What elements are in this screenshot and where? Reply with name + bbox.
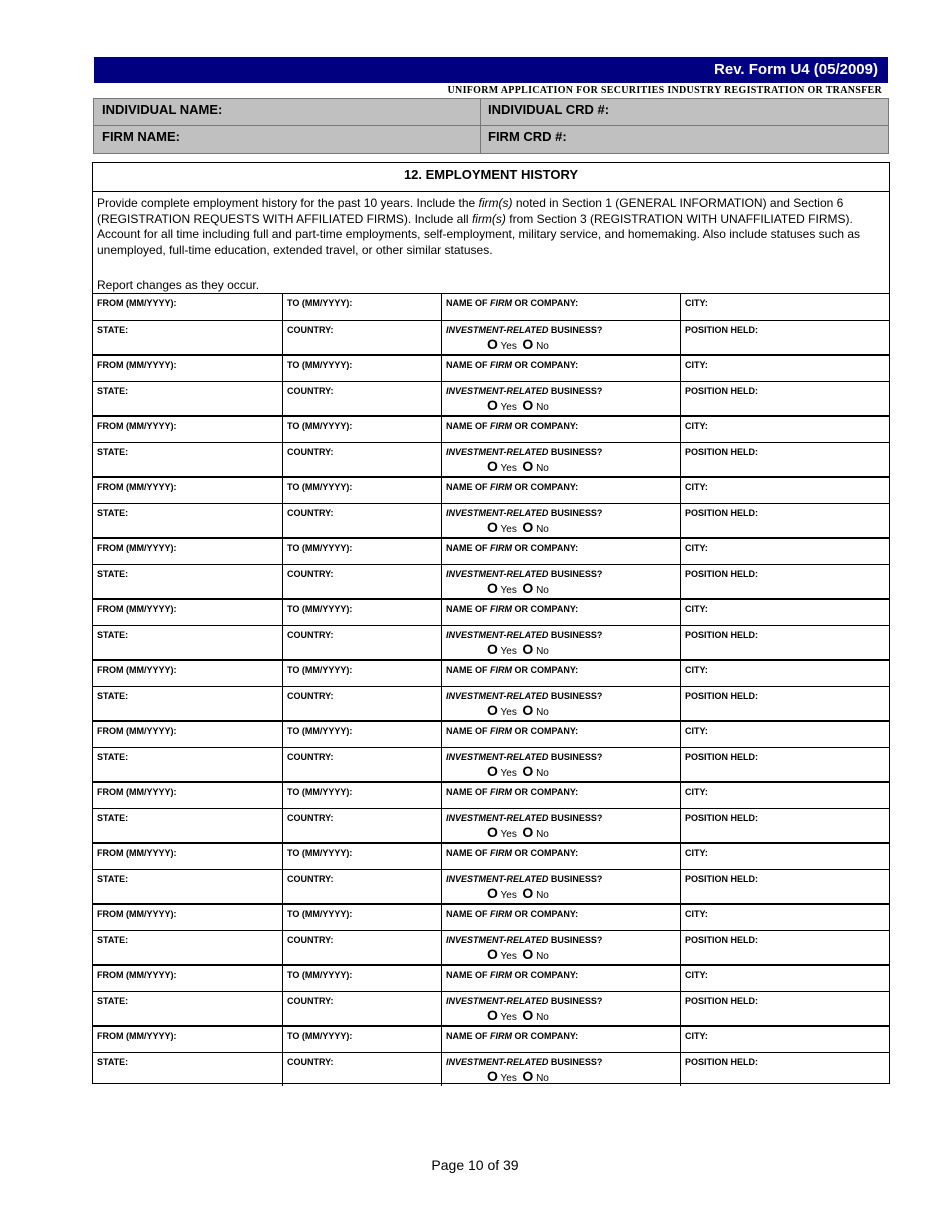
city-field[interactable]: CITY: — [685, 482, 708, 492]
country-field[interactable]: COUNTRY: — [283, 321, 442, 354]
employment-entry-row-dates — [93, 964, 889, 991]
employment-entry-row-dates — [93, 1025, 889, 1052]
radio-no[interactable]: O — [522, 763, 534, 779]
form-revision-bar — [94, 57, 888, 83]
investment-related-question: INVESTMENT-RELATED BUSINESS? O Yes O No — [442, 321, 681, 354]
city-field[interactable]: CITY: — [685, 787, 708, 797]
state-field[interactable]: STATE: — [93, 687, 283, 720]
to-date-field[interactable]: TO (MM/YYYY): — [283, 478, 442, 503]
radio-no[interactable]: O — [522, 641, 534, 657]
radio-yes[interactable]: O — [487, 946, 498, 962]
investment-related-question: INVESTMENT-RELATED BUSINESS? O Yes O No — [442, 626, 681, 659]
to-date-field[interactable]: TO (MM/YYYY): — [283, 539, 442, 564]
to-date-field[interactable]: TO (MM/YYYY): — [283, 417, 442, 442]
position-held-field[interactable]: POSITION HELD: — [685, 630, 759, 640]
individual-crd-field[interactable]: INDIVIDUAL CRD #: — [488, 102, 610, 117]
country-field[interactable]: COUNTRY: — [283, 748, 442, 781]
instructions: Provide complete employment history for the past 10 years. Include the firm(s) noted in Section 1 (GENERAL INFORMATION) and Section 6 (REGISTRATION REQUESTS WITH AFFILIATED FIRMS). Include all firm(s) from Section 3 (REGISTRATION WITH UNAFFILIATED FIRMS). Account for all time including full and part-time employments, self-employment, military service, and homemaking. Also include statuses such as unemployed, full-time education, extended travel, or other similar statuses. — [97, 196, 861, 257]
radio-no[interactable]: O — [522, 702, 534, 718]
city-field[interactable]: CITY: — [685, 421, 708, 431]
radio-no[interactable]: O — [522, 885, 534, 901]
investment-related-question: INVESTMENT-RELATED BUSINESS? O Yes O No — [442, 931, 681, 964]
position-held-field[interactable]: POSITION HELD: — [685, 508, 759, 518]
state-field[interactable]: STATE: — [93, 809, 283, 842]
employment-entry-row-details — [93, 747, 889, 781]
firm-company-name-field[interactable]: NAME OF FIRM OR COMPANY: — [442, 905, 681, 930]
radio-yes[interactable]: O — [487, 1007, 498, 1023]
state-field[interactable]: STATE: — [93, 626, 283, 659]
to-date-field[interactable]: TO (MM/YYYY): — [283, 844, 442, 869]
radio-no[interactable]: O — [522, 946, 534, 962]
firm-company-name-field[interactable]: NAME OF FIRM OR COMPANY: — [442, 966, 681, 991]
city-field[interactable]: CITY: — [685, 848, 708, 858]
radio-no[interactable]: O — [522, 824, 534, 840]
employment-entry-row-details — [93, 991, 889, 1025]
from-date-field[interactable]: FROM (MM/YYYY): — [93, 417, 283, 442]
firm-company-name-field[interactable]: NAME OF FIRM OR COMPANY: — [442, 356, 681, 381]
employment-history-section — [92, 162, 890, 1084]
to-date-field[interactable]: TO (MM/YYYY): — [283, 294, 442, 320]
city-field[interactable]: CITY: — [685, 970, 708, 980]
employment-entry-row-dates — [93, 415, 889, 442]
radio-no[interactable]: O — [522, 519, 534, 535]
radio-no[interactable]: O — [522, 458, 534, 474]
state-field[interactable]: STATE: — [93, 931, 283, 964]
radio-no[interactable]: O — [522, 336, 534, 352]
city-field[interactable]: CITY: — [685, 665, 708, 675]
state-field[interactable]: STATE: — [93, 870, 283, 903]
from-date-field[interactable]: FROM (MM/YYYY): — [93, 294, 283, 320]
country-field[interactable]: COUNTRY: — [283, 565, 442, 598]
city-field[interactable]: CITY: — [685, 909, 708, 919]
state-field[interactable]: STATE: — [93, 443, 283, 476]
position-held-field[interactable]: POSITION HELD: — [685, 569, 759, 579]
employment-entry-row-dates — [93, 842, 889, 869]
country-field[interactable]: COUNTRY: — [283, 870, 442, 903]
to-date-field[interactable]: TO (MM/YYYY): — [283, 356, 442, 381]
position-held-field[interactable]: POSITION HELD: — [685, 386, 759, 396]
to-date-field[interactable]: TO (MM/YYYY): — [283, 966, 442, 991]
city-field[interactable]: CITY: — [685, 604, 708, 614]
radio-no[interactable]: O — [522, 1007, 534, 1023]
state-field[interactable]: STATE: — [93, 748, 283, 781]
employment-entry-row-details — [93, 320, 889, 354]
city-field[interactable]: CITY: — [685, 298, 708, 308]
from-date-field[interactable]: FROM (MM/YYYY): — [93, 600, 283, 625]
radio-no[interactable]: O — [522, 580, 534, 596]
employment-entry-row-details — [93, 625, 889, 659]
employment-entry-row-dates — [93, 781, 889, 808]
employment-entry-row-details — [93, 1052, 889, 1086]
firm-company-name-field[interactable]: NAME OF FIRM OR COMPANY: — [442, 539, 681, 564]
country-field[interactable]: COUNTRY: — [283, 687, 442, 720]
from-date-field[interactable]: FROM (MM/YYYY): — [93, 661, 283, 686]
section-title: 12. EMPLOYMENT HISTORY — [93, 163, 889, 192]
position-held-field[interactable]: POSITION HELD: — [685, 935, 759, 945]
investment-related-question: INVESTMENT-RELATED BUSINESS? O Yes O No — [442, 870, 681, 903]
to-date-field[interactable]: TO (MM/YYYY): — [283, 661, 442, 686]
radio-no[interactable]: O — [522, 397, 534, 413]
investment-related-question: INVESTMENT-RELATED BUSINESS? O Yes O No — [442, 1053, 681, 1086]
radio-yes[interactable]: O — [487, 1068, 498, 1084]
position-held-field[interactable]: POSITION HELD: — [685, 325, 759, 335]
country-field[interactable]: COUNTRY: — [283, 809, 442, 842]
to-date-field[interactable]: TO (MM/YYYY): — [283, 905, 442, 930]
employment-entry-row-dates — [93, 537, 889, 564]
firm-name-field[interactable]: FIRM NAME: — [102, 129, 180, 144]
city-field[interactable]: CITY: — [685, 360, 708, 370]
firm-company-name-field[interactable]: NAME OF FIRM OR COMPANY: — [442, 478, 681, 503]
city-field[interactable]: CITY: — [685, 543, 708, 553]
report-changes-note: Report changes as they occur. — [97, 278, 260, 292]
from-date-field[interactable]: FROM (MM/YYYY): — [93, 539, 283, 564]
from-date-field[interactable]: FROM (MM/YYYY): — [93, 783, 283, 808]
page-number: Page 10 of 39 — [431, 1157, 519, 1173]
country-field[interactable]: COUNTRY: — [283, 443, 442, 476]
city-field[interactable]: CITY: — [685, 726, 708, 736]
employment-entry-row-details — [93, 869, 889, 903]
from-date-field[interactable]: FROM (MM/YYYY): — [93, 905, 283, 930]
radio-yes[interactable]: O — [487, 824, 498, 840]
applicant-header-grid — [93, 98, 889, 154]
radio-yes[interactable]: O — [487, 763, 498, 779]
country-field[interactable]: COUNTRY: — [283, 1053, 442, 1086]
state-field[interactable]: STATE: — [93, 382, 283, 415]
position-held-field[interactable]: POSITION HELD: — [685, 752, 759, 762]
country-field[interactable]: COUNTRY: — [283, 382, 442, 415]
employment-entry-row-dates — [93, 598, 889, 625]
state-field[interactable]: STATE: — [93, 1053, 283, 1086]
employment-entry-row-dates — [93, 354, 889, 381]
employment-entry-row-details — [93, 381, 889, 415]
employment-entry-row-details — [93, 442, 889, 476]
firm-company-name-field[interactable]: NAME OF FIRM OR COMPANY: — [442, 722, 681, 747]
investment-related-question: INVESTMENT-RELATED BUSINESS? O Yes O No — [442, 443, 681, 476]
to-date-field[interactable]: TO (MM/YYYY): — [283, 1027, 442, 1052]
radio-yes[interactable]: O — [487, 641, 498, 657]
radio-yes[interactable]: O — [487, 702, 498, 718]
employment-entry-row-details — [93, 503, 889, 537]
employment-entry-row-details — [93, 686, 889, 720]
employment-entry-row-details — [93, 808, 889, 842]
country-field[interactable]: COUNTRY: — [283, 504, 442, 537]
employment-entry-row-dates — [93, 720, 889, 747]
radio-yes[interactable]: O — [487, 458, 498, 474]
position-held-field[interactable]: POSITION HELD: — [685, 691, 759, 701]
firm-company-name-field[interactable]: NAME OF FIRM OR COMPANY: — [442, 294, 681, 320]
from-date-field[interactable]: FROM (MM/YYYY): — [93, 1027, 283, 1052]
from-date-field[interactable]: FROM (MM/YYYY): — [93, 478, 283, 503]
investment-related-question: INVESTMENT-RELATED BUSINESS? O Yes O No — [442, 687, 681, 720]
investment-related-question: INVESTMENT-RELATED BUSINESS? O Yes O No — [442, 809, 681, 842]
position-held-field[interactable]: POSITION HELD: — [685, 1057, 759, 1067]
individual-name-field[interactable]: INDIVIDUAL NAME: — [102, 102, 223, 117]
country-field[interactable]: COUNTRY: — [283, 992, 442, 1025]
state-field[interactable]: STATE: — [93, 565, 283, 598]
investment-related-question: INVESTMENT-RELATED BUSINESS? O Yes O No — [442, 992, 681, 1025]
form-title: UNIFORM APPLICATION FOR SECURITIES INDUSTRY REGISTRATION OR TRANSFER — [447, 85, 882, 96]
firm-crd-field[interactable]: FIRM CRD #: — [488, 129, 567, 144]
country-field[interactable]: COUNTRY: — [283, 626, 442, 659]
radio-yes[interactable]: O — [487, 885, 498, 901]
radio-no[interactable]: O — [522, 1068, 534, 1084]
to-date-field[interactable]: TO (MM/YYYY): — [283, 600, 442, 625]
radio-yes[interactable]: O — [487, 519, 498, 535]
position-held-field[interactable]: POSITION HELD: — [685, 996, 759, 1006]
employment-entry-row-details — [93, 930, 889, 964]
state-field[interactable]: STATE: — [93, 504, 283, 537]
investment-related-question: INVESTMENT-RELATED BUSINESS? O Yes O No — [442, 565, 681, 598]
firm-company-name-field[interactable]: NAME OF FIRM OR COMPANY: — [442, 844, 681, 869]
position-held-field[interactable]: POSITION HELD: — [685, 447, 759, 457]
position-held-field[interactable]: POSITION HELD: — [685, 874, 759, 884]
firm-company-name-field[interactable]: NAME OF FIRM OR COMPANY: — [442, 1027, 681, 1052]
investment-related-question: INVESTMENT-RELATED BUSINESS? O Yes O No — [442, 504, 681, 537]
employment-entries — [93, 293, 889, 1086]
investment-related-question: INVESTMENT-RELATED BUSINESS? O Yes O No — [442, 748, 681, 781]
radio-yes[interactable]: O — [487, 397, 498, 413]
form-revision-label: Rev. Form U4 (05/2009) — [714, 61, 878, 78]
firm-company-name-field[interactable]: NAME OF FIRM OR COMPANY: — [442, 600, 681, 625]
radio-yes[interactable]: O — [487, 336, 498, 352]
firm-company-name-field[interactable]: NAME OF FIRM OR COMPANY: — [442, 661, 681, 686]
state-field[interactable]: STATE: — [93, 992, 283, 1025]
investment-related-question: INVESTMENT-RELATED BUSINESS? O Yes O No — [442, 382, 681, 415]
from-date-field[interactable]: FROM (MM/YYYY): — [93, 356, 283, 381]
employment-entry-row-dates — [93, 293, 889, 320]
position-held-field[interactable]: POSITION HELD: — [685, 813, 759, 823]
country-field[interactable]: COUNTRY: — [283, 931, 442, 964]
firm-company-name-field[interactable]: NAME OF FIRM OR COMPANY: — [442, 783, 681, 808]
employment-entry-row-dates — [93, 903, 889, 930]
employment-entry-row-dates — [93, 659, 889, 686]
state-field[interactable]: STATE: — [93, 321, 283, 354]
employment-entry-row-dates — [93, 476, 889, 503]
employment-entry-row-details — [93, 564, 889, 598]
to-date-field[interactable]: TO (MM/YYYY): — [283, 783, 442, 808]
from-date-field[interactable]: FROM (MM/YYYY): — [93, 844, 283, 869]
from-date-field[interactable]: FROM (MM/YYYY): — [93, 722, 283, 747]
from-date-field[interactable]: FROM (MM/YYYY): — [93, 966, 283, 991]
to-date-field[interactable]: TO (MM/YYYY): — [283, 722, 442, 747]
radio-yes[interactable]: O — [487, 580, 498, 596]
firm-company-name-field[interactable]: NAME OF FIRM OR COMPANY: — [442, 417, 681, 442]
city-field[interactable]: CITY: — [685, 1031, 708, 1041]
